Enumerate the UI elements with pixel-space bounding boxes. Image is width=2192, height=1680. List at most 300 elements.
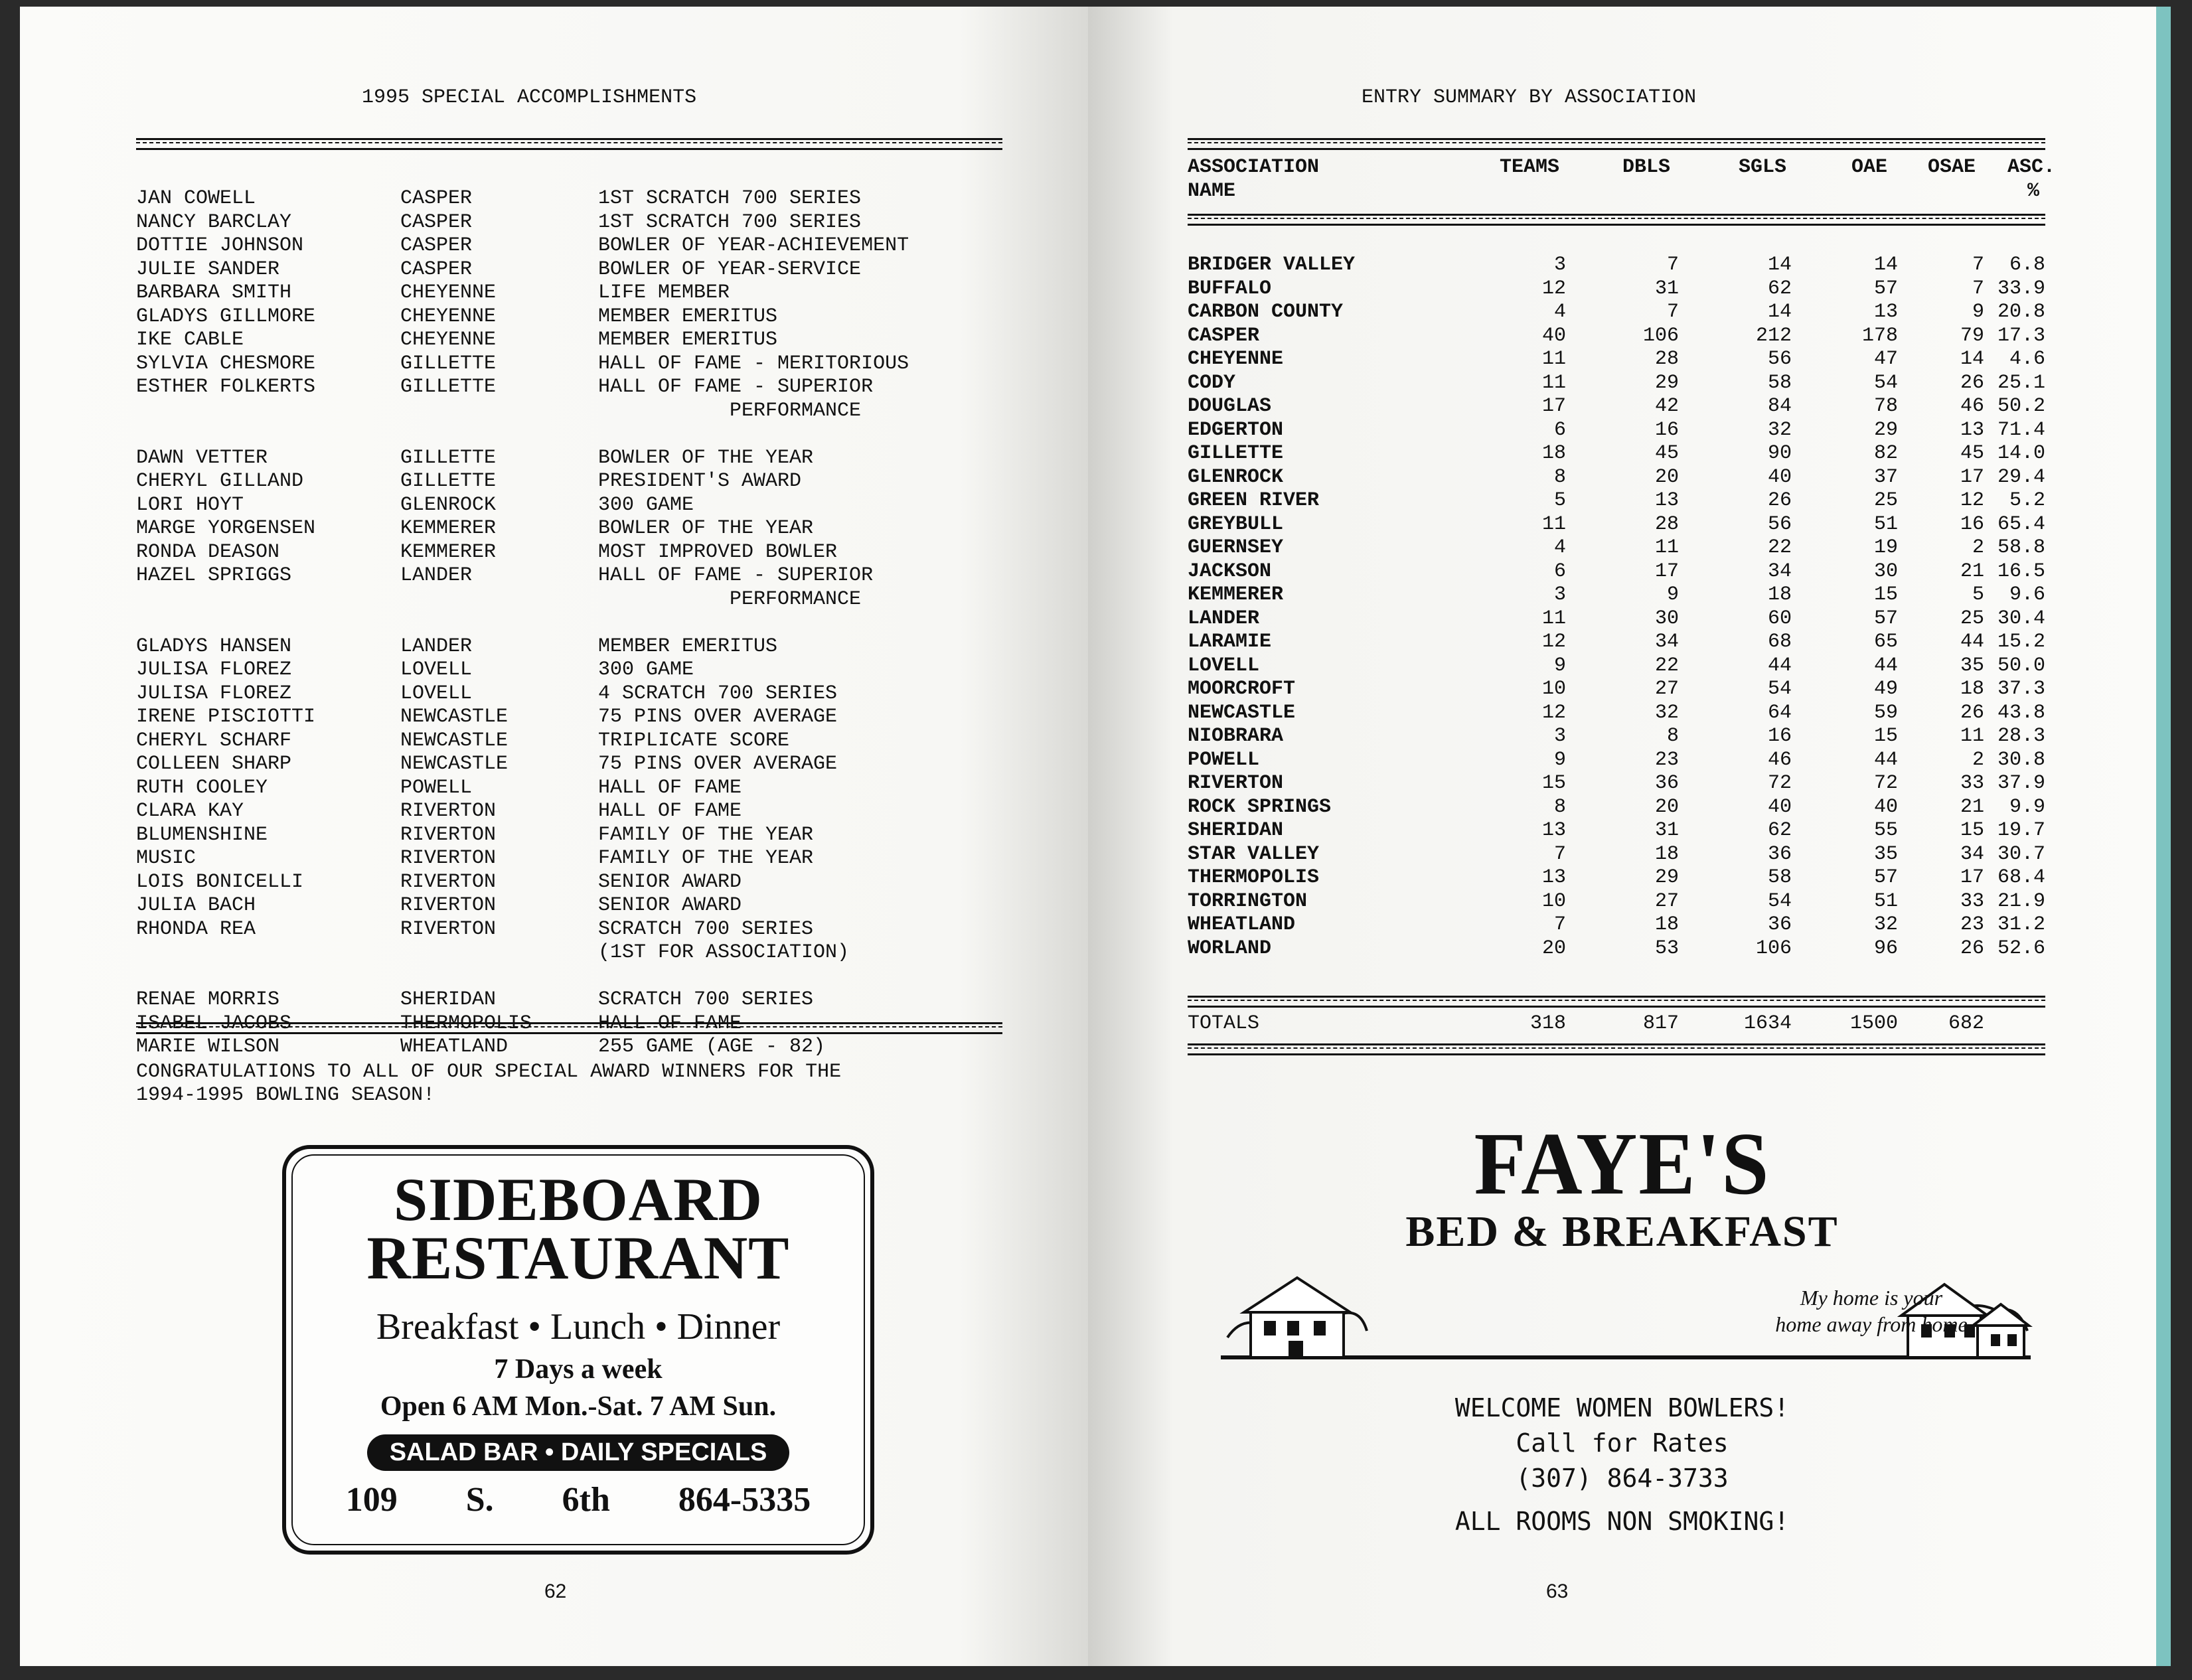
asc-cell: 6.8 <box>2009 254 2045 276</box>
accomplishment-city: LANDER <box>400 635 473 658</box>
oae-cell: 44 <box>1873 654 1898 677</box>
accomplishment-award: BOWLER OF THE YEAR <box>598 517 814 540</box>
accomplishment-city: CASPER <box>400 234 473 257</box>
accomplishment-award: BOWLER OF THE YEAR <box>598 446 814 469</box>
oae-cell: 30 <box>1873 560 1898 583</box>
teams-cell: 4 <box>1553 536 1566 559</box>
accomplishment-award: 300 GAME <box>598 658 694 681</box>
dbls-cell: 34 <box>1654 631 1679 653</box>
right-page <box>1088 7 2171 1666</box>
page-number: 62 <box>544 1580 567 1602</box>
table-row <box>1188 631 2045 654</box>
asc-cell: 68.4 <box>1997 866 2045 889</box>
dbls-cell: 29 <box>1654 371 1679 394</box>
asc-cell: 58.8 <box>1997 536 2045 559</box>
teams-cell: 11 <box>1541 607 1566 630</box>
dbls-cell: 9 <box>1666 583 1679 606</box>
osae-cell: 44 <box>1960 631 1984 653</box>
oae-cell: 19 <box>1873 536 1898 559</box>
dbls-cell: 16 <box>1654 418 1679 441</box>
accomplishment-award: MEMBER EMERITUS <box>598 329 778 351</box>
double-rule <box>1188 138 2045 150</box>
accomplishment-city: RIVERTON <box>400 917 497 941</box>
asc-cell: 25.1 <box>1997 371 2045 394</box>
accomplishment-name: MARIE WILSON <box>136 1035 280 1058</box>
asc-cell: 16.5 <box>1997 560 2045 583</box>
dbls-cell: 7 <box>1666 254 1679 276</box>
osae-cell: 17 <box>1960 866 1984 889</box>
osae-cell: 18 <box>1960 678 1984 700</box>
oae-cell: 51 <box>1873 889 1898 913</box>
osae-cell: 17 <box>1960 465 1984 489</box>
dbls-cell: 106 <box>1642 324 1679 347</box>
sgls-cell: 56 <box>1767 512 1792 536</box>
osae-cell: 21 <box>1960 560 1984 583</box>
teams-cell: 11 <box>1541 371 1566 394</box>
totals-row <box>1188 1012 2045 1036</box>
sgls-cell: 40 <box>1767 465 1792 489</box>
ad-banner: SALAD BAR • DAILY SPECIALS <box>367 1434 790 1471</box>
oae-cell: 57 <box>1873 607 1898 630</box>
osae-cell: 5 <box>1972 583 1984 606</box>
accomplishment-award: MEMBER EMERITUS <box>598 635 778 658</box>
association-name: DOUGLAS <box>1188 395 1272 418</box>
asc-cell: 20.8 <box>1997 301 2045 323</box>
association-name: GILLETTE <box>1188 442 1284 465</box>
accomplishment-award: MEMBER EMERITUS <box>598 305 778 328</box>
accomplishment-city: KEMMERER <box>400 517 497 540</box>
association-name: JACKSON <box>1188 560 1272 583</box>
ad-meals: Breakfast • Lunch • Dinner <box>376 1306 781 1347</box>
table-row <box>1188 772 2045 796</box>
table-row <box>1188 419 2045 443</box>
sgls-cell: 58 <box>1767 866 1792 889</box>
accomplishment-city: THERMOPOLIS <box>400 1012 532 1035</box>
osae-cell: 15 <box>1960 819 1984 842</box>
association-name: EDGERTON <box>1188 418 1284 441</box>
page-title: 1995 SPECIAL ACCOMPLISHMENTS <box>362 86 697 109</box>
accomplishment-city: NEWCASTLE <box>400 706 509 728</box>
oae-cell: 47 <box>1873 348 1898 370</box>
ad-hours: Open 6 AM Mon.-Sat. 7 AM Sun. <box>380 1391 777 1422</box>
table-row <box>1188 395 2045 419</box>
accomplishment-city: POWELL <box>400 776 473 799</box>
teams-cell: 40 <box>1541 324 1566 347</box>
accomplishment-name: IRENE PISCIOTTI <box>136 706 316 728</box>
accomplishment-city: NEWCASTLE <box>400 753 509 775</box>
accomplishment-name: ISABEL JACOBS <box>136 1012 292 1035</box>
dbls-cell: 31 <box>1654 819 1679 842</box>
accomplishment-name: LORI HOYT <box>136 493 244 516</box>
header-asc: ASC. <box>2007 156 2056 179</box>
accomplishment-city: CASPER <box>400 258 473 281</box>
accomplishment-award: SCRATCH 700 SERIES <box>598 917 814 941</box>
sgls-cell: 36 <box>1767 913 1792 936</box>
accomplishment-award: PRESIDENT'S AWARD <box>598 470 802 493</box>
accomplishment-name: NANCY BARCLAY <box>136 210 292 234</box>
teams-cell: 9 <box>1553 654 1566 677</box>
teams-cell: 13 <box>1541 819 1566 842</box>
sgls-cell: 60 <box>1767 607 1792 630</box>
accomplishment-award: BOWLER OF YEAR-SERVICE <box>598 258 862 281</box>
sgls-cell: 46 <box>1767 748 1792 771</box>
table-row <box>1188 325 2045 348</box>
accomplishment-name: ESTHER FOLKERTS <box>136 376 316 398</box>
oae-cell: 55 <box>1873 819 1898 842</box>
sgls-cell: 64 <box>1767 701 1792 724</box>
association-name: CASPER <box>1188 324 1260 347</box>
oae-cell: 15 <box>1873 583 1898 606</box>
osae-cell: 2 <box>1972 748 1984 771</box>
asc-cell: 21.9 <box>1997 889 2045 913</box>
sgls-cell: 58 <box>1767 371 1792 394</box>
asc-cell: 29.4 <box>1997 465 2045 489</box>
sgls-cell: 62 <box>1767 819 1792 842</box>
teams-cell: 12 <box>1541 277 1566 300</box>
sgls-cell: 32 <box>1767 418 1792 441</box>
table-row <box>1188 489 2045 513</box>
book-spread <box>20 7 2171 1666</box>
congrats-line-2: 1994-1995 BOWLING SEASON! <box>136 1084 435 1107</box>
ad-days: 7 Days a week <box>494 1354 663 1385</box>
dbls-cell: 11 <box>1654 536 1679 559</box>
teams-cell: 3 <box>1553 583 1566 606</box>
accomplishment-city: LOVELL <box>400 682 473 705</box>
association-name: MOORCROFT <box>1188 678 1296 700</box>
table-row <box>1188 607 2045 631</box>
accomplishment-name: GLADYS GILLMORE <box>136 305 316 328</box>
double-rule <box>136 1022 1002 1034</box>
sgls-cell: 72 <box>1767 772 1792 795</box>
teams-cell: 9 <box>1553 748 1566 771</box>
asc-cell: 15.2 <box>1997 631 2045 653</box>
accomplishment-award: PERFORMANCE <box>598 587 862 611</box>
association-name: BRIDGER VALLEY <box>1188 254 1356 276</box>
sgls-cell: 34 <box>1767 560 1792 583</box>
asc-cell: 19.7 <box>1997 819 2045 842</box>
dbls-cell: 32 <box>1654 701 1679 724</box>
faye-tagline-2: home away from home <box>1775 1312 1968 1336</box>
dbls-cell: 20 <box>1654 465 1679 489</box>
association-name: THERMOPOLIS <box>1188 866 1320 889</box>
table-row <box>1188 913 2045 937</box>
teams-cell: 11 <box>1541 512 1566 536</box>
teams-cell: 18 <box>1541 442 1566 465</box>
sgls-cell: 40 <box>1767 795 1792 818</box>
association-name: WHEATLAND <box>1188 913 1296 936</box>
teams-cell: 4 <box>1553 301 1566 323</box>
dbls-cell: 18 <box>1654 913 1679 936</box>
dbls-cell: 29 <box>1654 866 1679 889</box>
asc-cell: 9.6 <box>2009 583 2045 606</box>
dbls-cell: 30 <box>1654 607 1679 630</box>
sgls-cell: 56 <box>1767 348 1792 370</box>
accomplishment-city: WHEATLAND <box>400 1035 509 1058</box>
accomplishment-name: RONDA DEASON <box>136 540 280 564</box>
osae-cell: 33 <box>1960 772 1984 795</box>
table-header <box>1188 156 2056 206</box>
sgls-cell: 16 <box>1767 725 1792 747</box>
asc-cell: 4.6 <box>2009 348 2045 370</box>
asc-cell: 37.3 <box>1997 678 2045 700</box>
teams-cell: 12 <box>1541 701 1566 724</box>
oae-cell: 57 <box>1873 277 1898 300</box>
sideboard-restaurant-ad <box>282 1145 874 1555</box>
osae-cell: 23 <box>1960 913 1984 936</box>
oae-cell: 29 <box>1873 418 1898 441</box>
faye-call: Call for Rates <box>1516 1428 1729 1458</box>
table-row <box>1188 725 2045 749</box>
asc-cell: 17.3 <box>1997 324 2045 347</box>
association-name: GUERNSEY <box>1188 536 1284 559</box>
congrats-line-1: CONGRATULATIONS TO ALL OF OUR SPECIAL AWARD WINNERS FOR THE <box>136 1061 842 1083</box>
teams-cell: 10 <box>1541 678 1566 700</box>
dbls-cell: 22 <box>1654 654 1679 677</box>
osae-cell: 33 <box>1960 889 1984 913</box>
table-row <box>1188 348 2045 372</box>
accomplishment-name: JULIE SANDER <box>136 258 280 281</box>
accomplishment-name: DAWN VETTER <box>136 446 268 469</box>
oae-cell: 37 <box>1873 465 1898 489</box>
accomplishment-award: HALL OF FAME - SUPERIOR <box>598 376 874 398</box>
accomplishment-city: RIVERTON <box>400 870 497 893</box>
accomplishment-award: 1ST SCRATCH 700 SERIES <box>598 210 862 234</box>
faye-welcome: WELCOME WOMEN BOWLERS! <box>1454 1393 1790 1422</box>
accomplishment-award: TRIPLICATE SCORE <box>598 729 790 752</box>
faye-ad-title: FAYE'S <box>1474 1114 1770 1213</box>
asc-cell: 30.4 <box>1997 607 2045 630</box>
table-row <box>1188 442 2045 466</box>
accomplishment-name: JULISA FLOREZ <box>136 682 292 705</box>
table-row <box>1188 937 2045 961</box>
oae-cell: 44 <box>1873 748 1898 771</box>
dbls-cell: 13 <box>1654 489 1679 512</box>
faye-ad-subtitle: BED & BREAKFAST <box>1405 1207 1839 1256</box>
table-row <box>1188 254 2045 277</box>
ad-name-line-1: SIDEBOARD <box>393 1166 763 1233</box>
accomplishment-city: LOVELL <box>400 658 473 681</box>
association-name: TORRINGTON <box>1188 889 1308 913</box>
sgls-cell: 212 <box>1755 324 1792 347</box>
asc-cell: 50.0 <box>1997 654 2045 677</box>
association-name: NIOBRARA <box>1188 725 1284 747</box>
faye-rooms: ALL ROOMS NON SMOKING! <box>1454 1507 1790 1536</box>
association-name: NEWCASTLE <box>1188 701 1296 724</box>
table-row <box>1188 890 2045 914</box>
header-teams: TEAMS <box>1500 156 1560 179</box>
teams-cell: 3 <box>1553 254 1566 276</box>
asc-cell: 37.9 <box>1997 772 2045 795</box>
osae-cell: 79 <box>1960 324 1984 347</box>
teams-cell: 20 <box>1541 937 1566 960</box>
accomplishment-award: 75 PINS OVER AVERAGE <box>598 753 838 775</box>
sgls-cell: 22 <box>1767 536 1792 559</box>
double-rule <box>1188 996 2045 1008</box>
accomplishment-award: 75 PINS OVER AVERAGE <box>598 706 838 728</box>
osae-cell: 16 <box>1960 512 1984 536</box>
dbls-cell: 23 <box>1654 748 1679 771</box>
osae-cell: 9 <box>1972 301 1984 323</box>
left-page <box>20 7 1088 1666</box>
teams-cell: 7 <box>1553 842 1566 866</box>
asc-cell: 9.9 <box>2009 795 2045 818</box>
accomplishment-city: CASPER <box>400 187 473 210</box>
accomplishment-city: LANDER <box>400 564 473 587</box>
teams-cell: 7 <box>1553 913 1566 936</box>
association-name: STAR VALLEY <box>1188 842 1320 866</box>
accomplishment-award: SENIOR AWARD <box>598 894 742 917</box>
accomplishment-award: PERFORMANCE <box>598 399 862 422</box>
accomplishment-city: GILLETTE <box>400 352 497 375</box>
association-name: CARBON COUNTY <box>1188 301 1344 323</box>
oae-cell: 78 <box>1873 395 1898 418</box>
osae-cell: 13 <box>1960 418 1984 441</box>
accomplishment-name: LOIS BONICELLI <box>136 870 304 893</box>
accomplishment-award: HALL OF FAME - MERITORIOUS <box>598 352 909 375</box>
osae-cell: 14 <box>1960 348 1984 370</box>
accomplishment-award: FAMILY OF THE YEAR <box>598 847 814 870</box>
double-rule <box>136 138 1002 150</box>
header-name: NAME <box>1188 180 1236 202</box>
dbls-cell: 8 <box>1666 725 1679 747</box>
sgls-cell: 18 <box>1767 583 1792 606</box>
asc-cell: 28.3 <box>1997 725 2045 747</box>
accomplishment-award: HALL OF FAME <box>598 1012 742 1035</box>
osae-cell: 2 <box>1972 536 1984 559</box>
osae-cell: 26 <box>1960 371 1984 394</box>
sgls-cell: 44 <box>1767 654 1792 677</box>
asc-cell: 50.2 <box>1997 395 2045 418</box>
dbls-cell: 42 <box>1654 395 1679 418</box>
totals-osae: 682 <box>1948 1012 1984 1035</box>
accomplishment-name: HAZEL SPRIGGS <box>136 564 292 587</box>
accomplishment-award: LIFE MEMBER <box>598 281 730 304</box>
accomplishment-award: FAMILY OF THE YEAR <box>598 823 814 846</box>
accomplishment-award: (1ST FOR ASSOCIATION) <box>598 941 850 964</box>
accomplishment-name: MARGE YORGENSEN <box>136 517 316 540</box>
page-title: ENTRY SUMMARY BY ASSOCIATION <box>1362 86 1697 109</box>
accomplishment-award: BOWLER OF YEAR-ACHIEVEMENT <box>598 234 909 257</box>
accomplishment-award: 4 SCRATCH 700 SERIES <box>598 682 838 705</box>
accomplishment-award: HALL OF FAME <box>598 776 742 799</box>
asc-cell: 71.4 <box>1997 418 2045 441</box>
dbls-cell: 27 <box>1654 889 1679 913</box>
oae-cell: 54 <box>1873 371 1898 394</box>
osae-cell: 46 <box>1960 395 1984 418</box>
association-name: GLENROCK <box>1188 465 1284 489</box>
ad-inner-border <box>291 1154 865 1545</box>
teams-cell: 3 <box>1553 725 1566 747</box>
teams-cell: 8 <box>1553 465 1566 489</box>
double-rule <box>1188 214 2045 226</box>
oae-cell: 82 <box>1873 442 1898 465</box>
table-row <box>1188 654 2045 678</box>
oae-cell: 59 <box>1873 701 1898 724</box>
entry-summary-table <box>1188 254 2045 970</box>
accomplishment-award: SENIOR AWARD <box>598 870 742 893</box>
association-name: WORLAND <box>1188 937 1272 960</box>
accomplishment-name: SYLVIA CHESMORE <box>136 352 316 375</box>
table-row <box>1188 277 2045 301</box>
association-name: CODY <box>1188 371 1236 394</box>
table-row <box>1188 513 2045 537</box>
accomplishment-city: CHEYENNE <box>400 329 497 351</box>
dbls-cell: 28 <box>1654 512 1679 536</box>
teams-cell: 15 <box>1541 772 1566 795</box>
table-row <box>1188 583 2045 607</box>
dbls-cell: 17 <box>1654 560 1679 583</box>
dbls-cell: 28 <box>1654 348 1679 370</box>
header-dbls: DBLS <box>1622 156 1671 179</box>
header-association: ASSOCIATION <box>1188 156 1320 179</box>
table-row <box>1188 372 2045 396</box>
table-row <box>1188 536 2045 560</box>
table-row <box>1188 819 2045 843</box>
header-sgls: SGLS <box>1739 156 1787 179</box>
asc-cell: 31.2 <box>1997 913 2045 936</box>
asc-cell: 43.8 <box>1997 701 2045 724</box>
teams-cell: 6 <box>1553 560 1566 583</box>
osae-cell: 45 <box>1960 442 1984 465</box>
sgls-cell: 26 <box>1767 489 1792 512</box>
accomplishment-name: CHERYL GILLAND <box>136 470 304 493</box>
accomplishment-name: JAN COWELL <box>136 187 256 210</box>
osae-cell: 26 <box>1960 701 1984 724</box>
totals-sgls: 1634 <box>1743 1012 1792 1035</box>
oae-cell: 40 <box>1873 795 1898 818</box>
ad-phone: 864-5335 <box>678 1481 811 1519</box>
header-asc-pct: % <box>2027 180 2040 202</box>
sgls-cell: 36 <box>1767 842 1792 866</box>
osae-cell: 26 <box>1960 937 1984 960</box>
accomplishment-name: GLADYS HANSEN <box>136 635 292 658</box>
teams-cell: 6 <box>1553 418 1566 441</box>
accomplishment-award: HALL OF FAME - SUPERIOR <box>598 564 874 587</box>
sgls-cell: 14 <box>1767 254 1792 276</box>
accomplishment-city: GLENROCK <box>400 493 497 516</box>
header-osae: OSAE <box>1928 156 1976 179</box>
association-name: POWELL <box>1188 748 1260 771</box>
accomplishment-name: RENAE MORRIS <box>136 988 280 1011</box>
teams-cell: 5 <box>1553 489 1566 512</box>
oae-cell: 65 <box>1873 631 1898 653</box>
table-row <box>1188 749 2045 773</box>
accomplishment-city: KEMMERER <box>400 540 497 564</box>
oae-cell: 96 <box>1873 937 1898 960</box>
teams-cell: 8 <box>1553 795 1566 818</box>
osae-cell: 21 <box>1960 795 1984 818</box>
oae-cell: 15 <box>1873 725 1898 747</box>
accomplishment-name: JULISA FLOREZ <box>136 658 292 681</box>
association-name: LOVELL <box>1188 654 1260 677</box>
asc-cell: 30.7 <box>1997 842 2045 866</box>
sgls-cell: 14 <box>1767 301 1792 323</box>
page-number: 63 <box>1546 1580 1569 1602</box>
sgls-cell: 68 <box>1767 631 1792 653</box>
table-row <box>1188 843 2045 867</box>
asc-cell: 65.4 <box>1997 512 2045 536</box>
table-row <box>1188 866 2045 890</box>
oae-cell: 25 <box>1873 489 1898 512</box>
accomplishment-name: BARBARA SMITH <box>136 281 292 304</box>
accomplishment-city: GILLETTE <box>400 446 497 469</box>
dbls-cell: 7 <box>1666 301 1679 323</box>
totals-oae: 1500 <box>1849 1012 1898 1035</box>
accomplishment-city: CHEYENNE <box>400 281 497 304</box>
accomplishment-city: RIVERTON <box>400 800 497 822</box>
asc-cell: 5.2 <box>2009 489 2045 512</box>
accomplishment-city: NEWCASTLE <box>400 729 509 752</box>
